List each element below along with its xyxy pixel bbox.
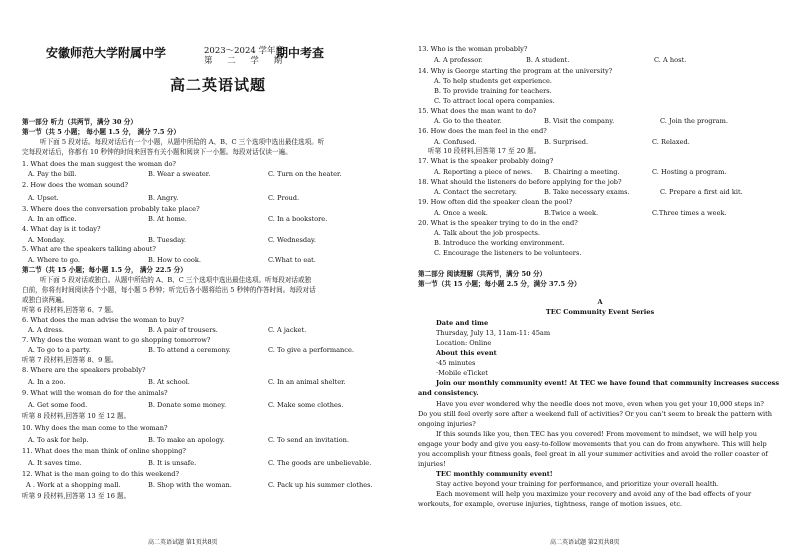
passage-letter: A: [597, 298, 603, 306]
option: C. A jacket.: [268, 326, 307, 334]
question-13: 13. Who is the woman probably?: [418, 45, 528, 53]
option: B. At school.: [148, 378, 190, 386]
option: C. A host.: [654, 56, 687, 64]
question-5: 5. What are the speakers talking about?: [22, 245, 156, 253]
section2-instruction: 白前，你将有时间阅读各个小题，每小题 5 秒钟；听完后各小题将给出 5 秒钟的作答时间。每段对话: [22, 286, 316, 294]
question-16: 16. How does the man feel in the end?: [418, 127, 547, 135]
question-14: 14. Why is George starting the program at the university?: [418, 67, 613, 75]
semester: 第 二 学 期: [204, 56, 289, 66]
option: B. Donate some money.: [148, 401, 227, 409]
option: C. Hosting a program.: [652, 168, 727, 176]
option: A . Work at a shopping mall.: [26, 481, 121, 489]
paragraph-2: injuries!: [418, 460, 446, 468]
option: A. Where to go.: [28, 256, 80, 264]
question-4: 4. What day is it today?: [22, 225, 101, 233]
question-20: 20. What is the speaker trying to do in the end?: [418, 219, 578, 227]
about-label: About this event: [436, 349, 497, 357]
paragraph-2: engage your body and give you easy-to-follow movements that you can do from anywhere. This will help: [418, 440, 767, 448]
option: C. Encourage the listeners to be volunteers.: [434, 249, 582, 257]
location: Location: Online: [436, 339, 492, 347]
section1-title: 第一节（共 5 小题； 每小题 1.5 分， 满分 7.5 分）: [22, 128, 180, 136]
option: A. Go to the theater.: [434, 117, 502, 125]
join-text: and consistency.: [418, 389, 479, 397]
option: A. It saves time.: [28, 459, 82, 467]
part1-title: 第一部分 听力（共两节，满分 30 分）: [22, 118, 137, 126]
option: B. Wear a sweater.: [148, 170, 211, 178]
material-9: 听第 9 段材料,回答第 13 至 16 题。: [22, 492, 131, 500]
question-15: 15. What does the man want to do?: [418, 107, 537, 115]
option: B. Angry.: [148, 194, 179, 202]
part2-section1-title: 第一节（共 15 小题；每小题 2.5 分，满分 37.5 分）: [418, 280, 581, 288]
option: B. Surprised.: [544, 138, 589, 146]
option: B. Shop with the woman.: [148, 481, 232, 489]
option: C. To give a performance.: [268, 346, 354, 354]
option: C. Wednesday.: [268, 236, 316, 244]
option: B. Take necessary exams.: [544, 188, 630, 196]
section2-instruction: 听下面 5 段对话或独白。从题中所给的 A、B、C 三个选项中选出最佳选项。听每段对话或独: [40, 276, 312, 284]
paragraph-1: Have you ever wondered why the needle does not move, even when you get your 10,000 steps in?: [436, 400, 764, 408]
option: C. Prepare a first aid kit.: [660, 188, 743, 196]
option: B. Chairing a meeting.: [544, 168, 620, 176]
option: B. At home.: [148, 215, 187, 223]
option: B. How to cook.: [148, 256, 201, 264]
passage-title: TEC Community Event Series: [545, 308, 655, 316]
option: C. To send an invitation.: [268, 436, 349, 444]
option: A. A professor.: [434, 56, 483, 64]
paper-title: 高二英语试题: [170, 76, 267, 94]
paragraph-4: Each movement will help you maximize your recovery and avoid any of the bad effects of your: [436, 490, 752, 498]
option: C. Pack up his summer clothes.: [268, 481, 373, 489]
about-duration: ·45 minutes: [436, 359, 476, 367]
option: B. To make an apology.: [148, 436, 225, 444]
question-7: 7. Why does the woman want to go shopping tomorrow?: [22, 336, 211, 344]
option: A. Reporting a piece of news.: [434, 168, 533, 176]
option: C. Proud.: [268, 194, 300, 202]
question-3: 3. Where does the conversation probably take place?: [22, 205, 200, 213]
option: A. Upset.: [28, 194, 59, 202]
option: C. In an animal shelter.: [268, 378, 346, 386]
school-year: 2023～2024 学年度: [204, 46, 284, 56]
option: C.What to eat.: [268, 256, 316, 264]
section2-instruction: 或独白读两遍。: [22, 296, 69, 304]
material-7: 听第 7 段材料,回答第 8、9 题。: [22, 356, 118, 364]
question-17: 17. What is the speaker probably doing?: [418, 157, 554, 165]
section2-title: 第二节（共 15 小题；每小题 1.5 分， 满分 22.5 分）: [22, 266, 187, 274]
school-name: 安徽师范大学附属中学: [46, 46, 167, 60]
option: A. To help students get experience.: [434, 77, 552, 85]
question-11: 11. What does the man think of online shopping?: [22, 447, 186, 455]
question-6: 6. What does the man advise the woman to buy?: [22, 316, 184, 324]
question-9: 9. What will the woman do for the animals?: [22, 389, 168, 397]
option: C. In a bookstore.: [268, 215, 328, 223]
question-2: 2. How does the woman sound?: [22, 181, 129, 189]
option: A. Once a week.: [434, 209, 488, 217]
option: B. Introduce the working environment.: [434, 239, 565, 247]
date-time: Thursday, July 13, 11am-11: 45am: [436, 329, 551, 337]
material-10: 听第 10 段材料,回答第 17 至 20 题。: [428, 147, 541, 155]
page-footer: 高二英语试题 第1页共8页: [148, 539, 218, 546]
material-6: 听第 6 段材料,回答第 6、7 题。: [22, 306, 118, 314]
question-18: 18. What should the listeners do before applying for the job?: [418, 178, 622, 186]
option: A. In a zoo.: [28, 378, 66, 386]
join-text: Join our monthly community event! At TEC we have found that community increases success: [436, 379, 780, 387]
option: A. Contact the secretary.: [434, 188, 517, 196]
option: A. Get some food.: [28, 401, 88, 409]
paragraph-1: ongoing injuries?: [418, 420, 476, 428]
paragraph-2: you accomplish your fitness goals, feel great in all your summer activities and avoid the roller coaster of: [418, 450, 768, 458]
option: B. It is unsafe.: [148, 459, 197, 467]
option: A. To ask for help.: [28, 436, 89, 444]
option: A. To go to a party.: [28, 346, 91, 354]
option: C. The goods are unbelievable.: [268, 459, 372, 467]
option: A. Pay the bill.: [28, 170, 77, 178]
about-ticket: ·Mobile eTicket: [436, 369, 488, 377]
question-12: 12. What is the man going to do this weekend?: [22, 470, 179, 478]
exam-name: 期中考查: [276, 46, 325, 60]
option: A. Confused.: [434, 138, 477, 146]
page-footer: 高二英语试题 第2页共8页: [550, 539, 620, 546]
paragraph-3: Stay active beyond your training for performance, and prioritize your overall health.: [436, 480, 719, 488]
question-10: 10. Why does the man come to the woman?: [22, 424, 168, 432]
part2-title: 第二部分 阅读理解（共两节，满分 50 分）: [418, 270, 547, 278]
question-1: 1. What does the man suggest the woman do?: [22, 160, 176, 168]
option: C. Make some clothes.: [268, 401, 344, 409]
question-8: 8. Where are the speakers probably?: [22, 366, 146, 374]
option: B.Twice a week.: [544, 209, 599, 217]
material-8: 听第 8 段材料,回答第 10 至 12 题。: [22, 412, 131, 420]
option: B. A student.: [526, 56, 570, 64]
monthly-label: TEC monthly community event!: [436, 470, 553, 478]
date-time-label: Date and time: [436, 319, 489, 327]
option: A. Monday.: [28, 236, 66, 244]
option: A. A dress.: [28, 326, 64, 334]
option: C. Turn on the heater.: [268, 170, 342, 178]
option: B. A pair of trousers.: [148, 326, 218, 334]
paragraph-2: If this sounds like you, then TEC has you covered! From movement to mindset, we will help you: [436, 430, 757, 438]
right-page: [414, 0, 786, 550]
section1-instruction: 听下面 5 段对话。每段对话后有一个小题，从题中所给的 A、B、C 三个选项中选出最佳选项。听: [40, 138, 325, 146]
option: C.Three times a week.: [652, 209, 727, 217]
option: C. To attract local opera companies.: [434, 97, 555, 105]
paragraph-1: Do you still feel overly sore after a weekend full of activities? Or you can't seem to break the pattern with: [418, 410, 773, 418]
question-19: 19. How often did the speaker clean the pool?: [418, 198, 573, 206]
paragraph-4: workouts, for example, overuse injuries, tightness, range of motion issues, etc.: [418, 500, 683, 508]
option: B. Visit the company.: [544, 117, 615, 125]
option: C. Join the program.: [660, 117, 728, 125]
option: B. Tuesday.: [148, 236, 187, 244]
section1-instruction: 完每段对话后，你都有 10 秒钟的时间来回答有关小题和阅读下一小题。每段对话仅读一遍。: [22, 148, 292, 156]
option: A. Talk about the job prospects.: [434, 229, 540, 237]
option: C. Relaxed.: [652, 138, 690, 146]
option: B. To attend a ceremony.: [148, 346, 231, 354]
option: A. In an office.: [28, 215, 77, 223]
left-page: [18, 0, 390, 550]
option: B. To provide training for teachers.: [434, 87, 552, 95]
